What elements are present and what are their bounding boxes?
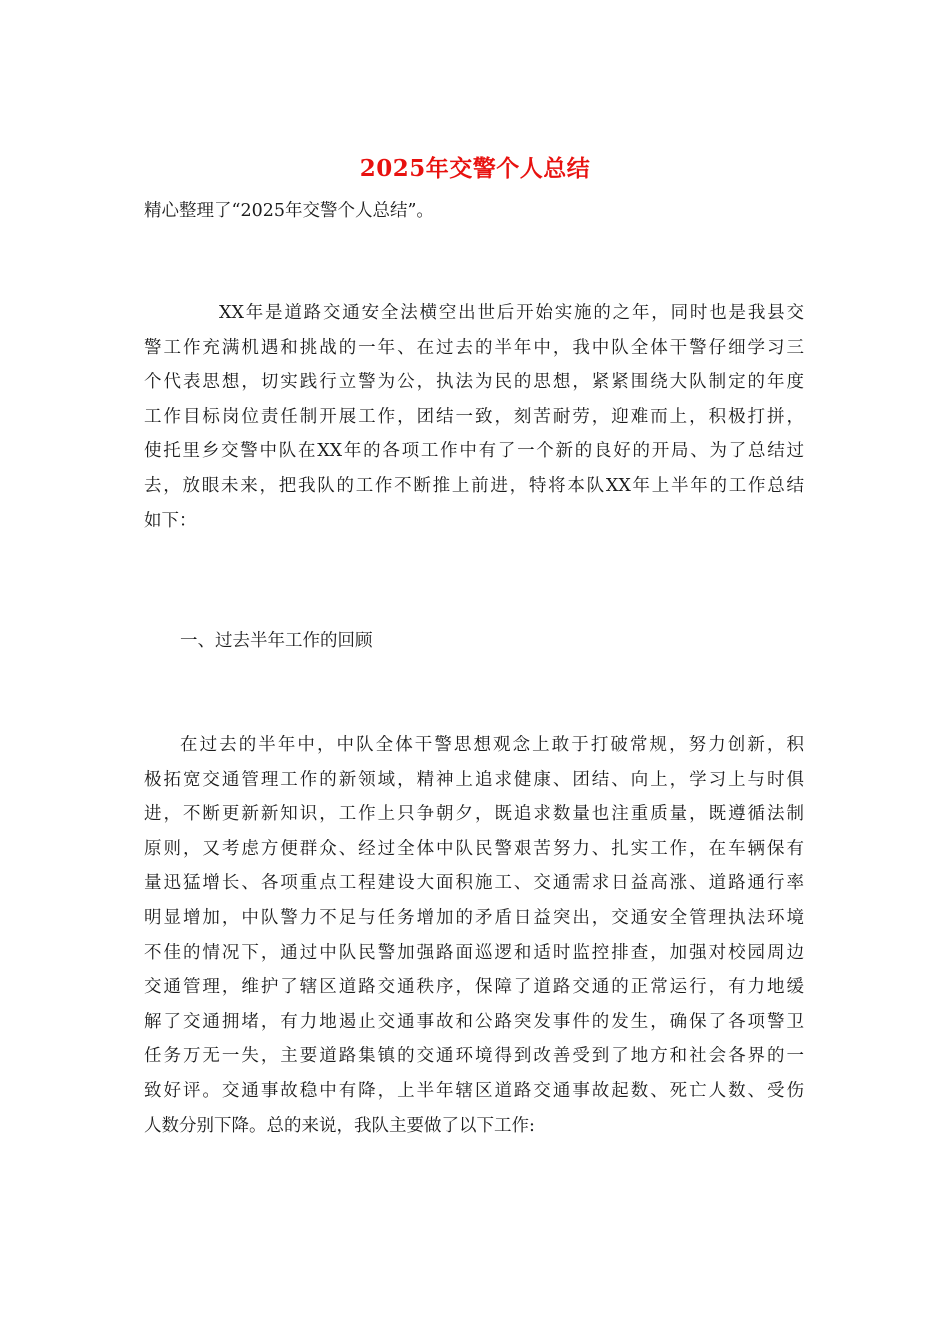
- paragraph-line: 个代表思想，切实践行立警为公，执法为民的思想，紧紧围绕大队制定的年度: [144, 372, 804, 393]
- paragraph-line: 在过去的半年中，中队全体干警思想观念上敢于打破常规，努力创新，积: [180, 735, 804, 755]
- document-subtitle: 精心整理了“2025年交警个人总结”。: [144, 201, 434, 221]
- paragraph-line: 交通管理，维护了辖区道路交通秩序，保障了道路交通的正常运行，有力地缓: [144, 977, 804, 998]
- paragraph-line: 警工作充满机遇和挑战的一年、在过去的半年中，我中队全体干警仔细学习三: [144, 337, 804, 358]
- paragraph-line: 使托里乡交警中队在XX年的各项工作中有了一个新的良好的开局、为了总结过: [144, 441, 804, 462]
- paragraph-line: 不佳的情况下，通过中队民警加强路面巡逻和适时监控排查，加强对校园周边: [144, 942, 804, 963]
- paragraph-line: 解了交通拥堵，有力地遏止交通事故和公路突发事件的发生，确保了各项警卫: [144, 1011, 804, 1032]
- section-heading: 一、过去半年工作的回顾: [180, 631, 373, 651]
- paragraph-line: XX年是道路交通安全法横空出世后开始实施的之年，同时也是我县交: [219, 303, 804, 323]
- paragraph-line: 极拓宽交通管理工作的新领域，精神上追求健康、团结、向上，学习上与时俱: [144, 769, 804, 790]
- paragraph-intro: [144, 296, 804, 538]
- paragraph-line: 人数分别下降。总的来说，我队主要做了以下工作:: [144, 1115, 535, 1136]
- paragraph-line: 如下：: [144, 510, 197, 531]
- paragraph-line: 去，放眼未来，把我队的工作不断推上前进，特将本队XX年上半年的工作总结: [144, 475, 804, 496]
- document-title: 2025年交警个人总结: [359, 155, 591, 182]
- paragraph-line: 致好评。交通事故稳中有降，上半年辖区道路交通事故起数、死亡人数、受伤: [144, 1080, 804, 1101]
- paragraph-line: 明显增加，中队警力不足与任务增加的矛盾日益突出，交通安全管理执法环境: [144, 907, 804, 928]
- paragraph-line: 工作目标岗位责任制开展工作，团结一致，刻苦耐劳，迎难而上，积极打拼，: [144, 406, 804, 427]
- paragraph-line: 量迅猛增长、各项重点工程建设大面积施工、交通需求日益高涨、道路通行率: [144, 873, 804, 894]
- paragraph-line: 进，不断更新新知识，工作上只争朝夕，既追求数量也注重质量，既遵循法制: [144, 804, 804, 825]
- paragraph-line: 原则，又考虑方便群众、经过全体中队民警艰苦努力、扎实工作，在车辆保有: [144, 838, 804, 859]
- paragraph-review: [144, 728, 804, 1143]
- paragraph-line: 任务万无一失，主要道路集镇的交通环境得到改善受到了地方和社会各界的一: [144, 1046, 804, 1067]
